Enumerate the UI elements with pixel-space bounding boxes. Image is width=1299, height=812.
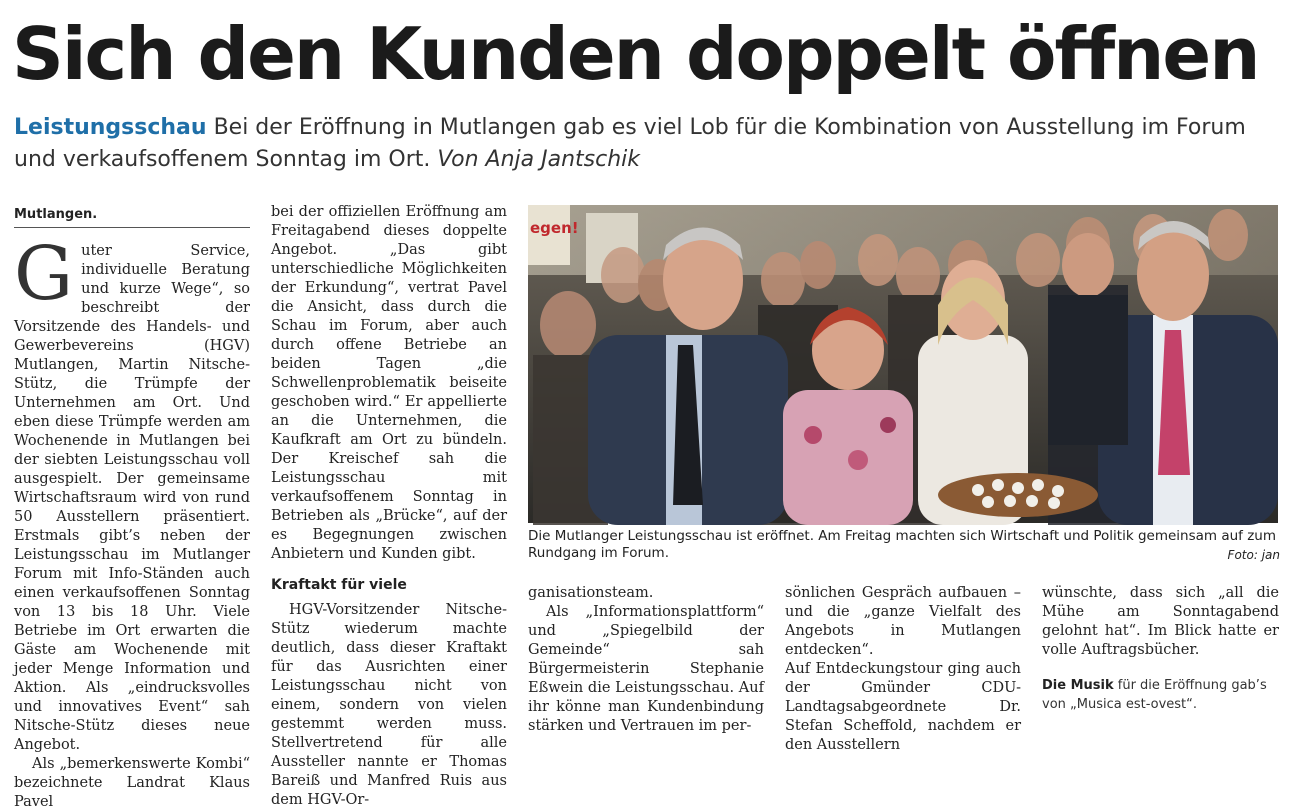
paragraph: wünschte, dass sich „all die Mühe am Sonntagabend gelohnt hat“. Im Blick hatte er volle Auftragsbücher. bbox=[1042, 585, 1279, 658]
paragraph: sönlichen Gespräch aufbauen – und die „ganze Vielfalt des Angebots in Mutlangen entdecken“. bbox=[785, 585, 1021, 658]
info-label: Die Musik bbox=[1042, 678, 1114, 693]
article-column-5 bbox=[1042, 584, 1279, 714]
paragraph: HGV-Vorsitzender Nitsche-Stütz wiederum machte deutlich, dass dieser Kraftakt für das Ausrichten einer Leistungsschau nicht von einem, sondern von vielen gestemmt werden muss. Stellvertretend für alle Aussteller nannte er Thomas Bareiß und Manfred Ruis aus dem HGV-Or- bbox=[271, 602, 507, 808]
dateline: Mutlangen. bbox=[14, 205, 250, 228]
drop-cap: G bbox=[14, 231, 74, 317]
paragraph-text: uter Service, individuelle Beratung und kurze Wege“, so beschreibt der Vorsitzende des Handels- und Gewerbevereins (HGV) Mutlangen, Martin Nitsche-Stütz, die Trümpfe der Unternehmen am Ort. Und eben diese Trümpfe werden am Wochenende in Mutlangen bei der siebten Leistungsschau voll ausgespielt. Der gemeinsame Wirtschaftsraum wird von rund 50 Ausstellern präsentiert. Erstmals gibt’s neben der Leistungsschau im Mutlanger Forum mit Info-Ständen auch einen verkaufsoffenen Sonntag von 13 bis 18 Uhr. Viele Betriebe im Ort erwarten die Gäste am Wochenende mit jeder Menge Information und Aktion. Als „eindrucksvolles und innovatives Event“ sah Nitsche-Stütz dieses neue Angebot. bbox=[14, 243, 250, 753]
paragraph bbox=[14, 231, 250, 755]
article-column-4 bbox=[785, 584, 1021, 755]
subhead bbox=[14, 112, 1289, 176]
article-photo bbox=[528, 205, 1278, 523]
paragraph: Als „Informationsplattform“ und „Spiegelbild der Gemeinde“ sah Bürgermeisterin Stephanie Eßwein die Leistungsschau. Auf ihr könne man Kundenbindung stärken und Vertrauen im per- bbox=[528, 604, 764, 734]
paragraph: Auf Entdeckungstour ging auch der Gmünder CDU-Landtagsabgeordnete Dr. Stefan Scheffold, nachdem er den Ausstellern bbox=[785, 661, 1021, 753]
photo-credit: Foto: jan bbox=[1227, 548, 1280, 562]
banner-text: egen! bbox=[530, 219, 579, 237]
paragraph: bei der offiziellen Eröffnung am Freitagabend dieses doppelte Angebot. „Das gibt unterschiedliche Möglichkeiten der Erkundung“, vertrat Pavel die Ansicht, dass durch die Schau im Forum, aber auch durch offene Betriebe an beiden Tagen „die Schwellenproblematik beiseite geschoben wird.“ Er appellierte an die Unternehmen, die Kaufkraft am Ort zu bündeln. Der Kreischef sah die Leistungsschau mit verkaufsoffenem Sonntag in Betrieben als „Brücke“, auf der es Begegnungen zwischen Anbietern und Kunden gibt. bbox=[271, 204, 507, 562]
paragraph: Als „bemerkenswerte Kombi“ bezeichnete Landrat Klaus Pavel bbox=[14, 756, 250, 810]
byline: Von Anja Jantschik bbox=[437, 147, 641, 172]
caption-text: Die Mutlanger Leistungsschau ist eröffnet. Am Freitag machten sich Wirtschaft und Politik gemeinsam auf zum Rundgang im Forum. bbox=[528, 528, 1277, 561]
article-column-3 bbox=[528, 584, 764, 736]
article-column-1 bbox=[14, 205, 250, 812]
info-text: für die Eröffnung gab’s von „Musica est-ovest“. bbox=[1042, 678, 1267, 712]
info-box bbox=[1042, 676, 1279, 714]
subhead-text: Bei der Eröffnung in Mutlangen gab es viel Lob für die Kombination von Ausstellung im Forum und verkaufsoffenem Sonntag im Ort. bbox=[14, 115, 1246, 172]
paragraph: ganisationsteam. bbox=[528, 585, 654, 601]
headline: Sich den Kunden doppelt öffnen bbox=[12, 12, 1259, 96]
photo-caption bbox=[528, 528, 1280, 562]
section-heading: Kraftakt für viele bbox=[271, 577, 407, 593]
photo-illustration bbox=[528, 205, 1278, 523]
article-column-2 bbox=[271, 203, 507, 810]
subhead-kicker: Leistungsschau bbox=[14, 115, 207, 140]
